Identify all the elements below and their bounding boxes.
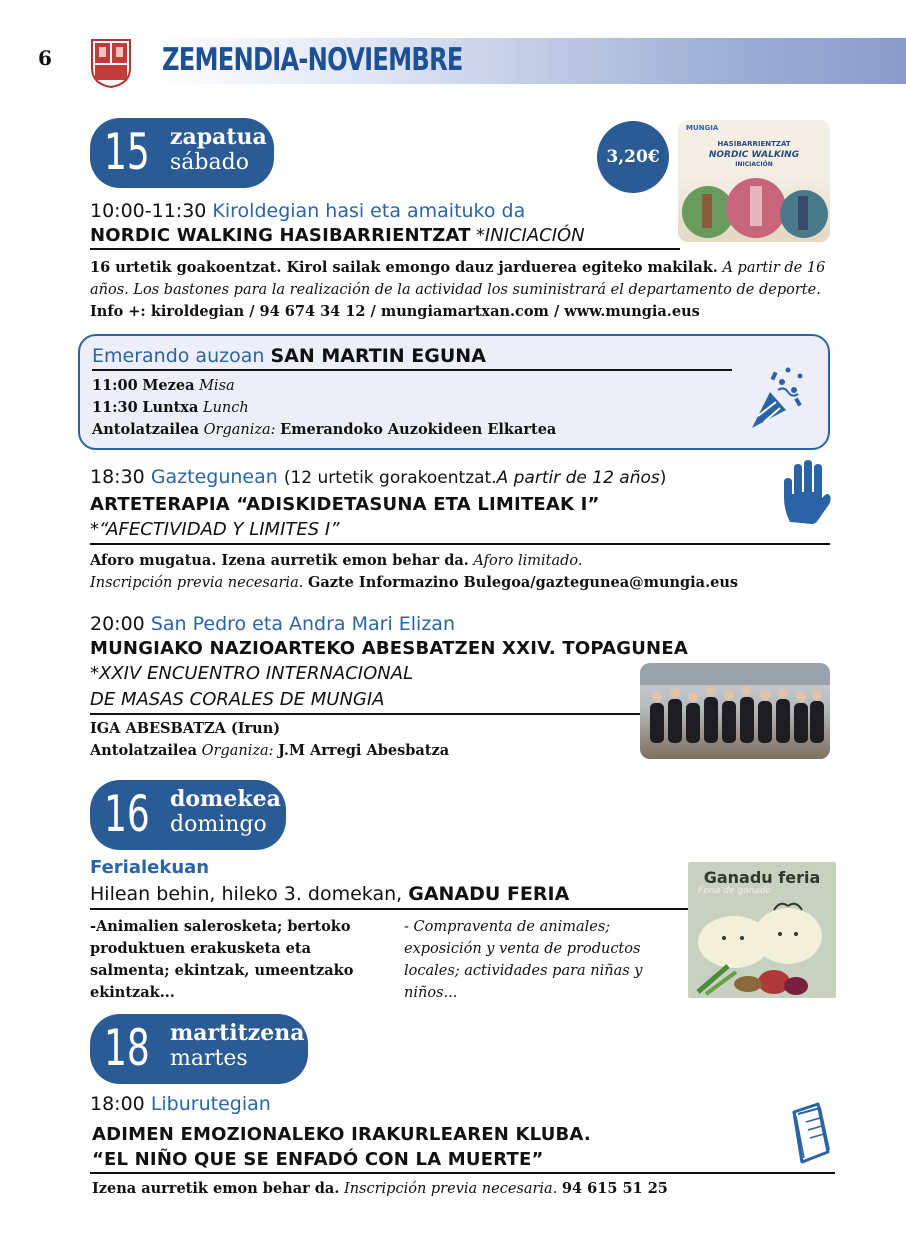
event-subtitle: Hilean behin, hileko 3. domekan, [90, 883, 403, 905]
date-number: 15 [104, 123, 150, 181]
event-time-place [90, 200, 525, 222]
page-number: 6 [38, 46, 52, 70]
divider [92, 369, 732, 371]
divider [90, 543, 830, 545]
event-title-eu: NORDIC WALKING HASIBARRIENTZAT [90, 225, 471, 246]
desc-es-2: años. Los bastones para la realización de la actividad los suministrará el departamento de deporte. [90, 282, 821, 298]
day-name-es: martes [170, 1046, 248, 1071]
date-badge-16 [90, 780, 286, 850]
choir-group-icon [640, 663, 830, 759]
event-time-place [90, 466, 666, 488]
org-es: Organiza: [201, 743, 274, 759]
event-title-es-2: DE MASAS CORALES DE MUNGIA [90, 689, 385, 710]
event-title-eu: ARTETERAPIA “ADISKIDETASUNA ETA LIMITEAK I” [90, 494, 600, 515]
row-eu: Luntxa [142, 399, 199, 416]
date-badge-18 [90, 1014, 308, 1084]
date-badge-15 [90, 118, 274, 188]
event-heading [90, 883, 569, 905]
org-eu: Antolatzailea [92, 421, 200, 438]
row-time: 11:30 [92, 399, 138, 416]
divider [90, 1172, 835, 1174]
event-place: Liburutegian [150, 1093, 271, 1115]
day-name-eu: zapatua [170, 124, 267, 150]
note-eu: Izena aurretik emon behar da. [92, 1180, 340, 1197]
san-martin-heading [92, 345, 486, 367]
poster-line3: INICIACIÓN [735, 161, 773, 168]
desc-es-1: A partir de 16 [722, 260, 826, 276]
date-number: 16 [104, 785, 150, 843]
event-place: San Pedro eta Andra Mari Elizan [150, 613, 455, 635]
row-es: Lunch [202, 400, 249, 416]
nordic-walking-poster [678, 120, 830, 242]
page-title: ZEMENDIA-NOVIEMBRE [162, 42, 463, 78]
raised-hand-icon [778, 460, 832, 530]
event-title-2: “EL NIÑO QUE SE ENFADÓ CON LA MUERTE” [92, 1149, 544, 1170]
event-place: Gaztegunean [150, 466, 278, 488]
age-es: A partir de 12 años [496, 468, 660, 488]
event-time-place [90, 1093, 271, 1115]
list-es: - Compraventa de animales; exposición y venta de productos locales; actividades para niñas y niños... [404, 919, 643, 1001]
poster-subtitle: Feria de ganado [698, 886, 772, 896]
event-time: 20:00 [90, 613, 145, 635]
party-popper-icon [748, 362, 808, 436]
event-place: Ferialekuan [90, 857, 210, 878]
event-time: 10:00-11:30 [90, 200, 207, 222]
municipal-shield-icon [90, 38, 132, 88]
note-es: Inscripción previa necesaria. [90, 575, 304, 591]
event-title-es: *“AFECTIVIDAD Y LIMITES I” [90, 519, 340, 540]
poster-title: Ganadu feria [703, 868, 821, 887]
day-name-eu: domekea [170, 786, 281, 812]
book-icon [788, 1102, 832, 1168]
poster-brand: MUNGIA [686, 124, 719, 132]
event-title: SAN MARTIN EGUNA [270, 345, 486, 367]
date-number: 18 [104, 1019, 150, 1077]
walkers-photo-icon [678, 170, 830, 242]
note-eu: Aforo mugatua. Izena aurretik emon behar da. [90, 552, 469, 569]
event-title [90, 225, 585, 246]
day-name-es: sábado [170, 150, 249, 175]
divider [90, 713, 640, 715]
row-es: Misa [199, 378, 235, 394]
poster-line2: NORDIC WALKING [708, 150, 800, 160]
age-close: ) [659, 468, 667, 488]
note-es: Aforo limitado. [473, 553, 583, 569]
phone: 94 615 51 25 [561, 1180, 668, 1197]
event-place: Kiroldegian hasi eta amaituko da [212, 200, 526, 222]
event-note [90, 550, 738, 594]
event-title: GANADU FERIA [408, 883, 570, 905]
event-description [90, 257, 826, 323]
poster-line1: HASIBARRIENTZAT [717, 140, 791, 148]
price-badge: 3,20€ [597, 121, 669, 193]
age-open: (12 urtetik gorakoentzat. [283, 468, 497, 488]
note-es: Inscripción previa necesaria. [343, 1181, 558, 1197]
choir-name: IGA ABESBATZA (Irun) [90, 720, 281, 737]
event-details [90, 718, 449, 762]
day-name-es: domingo [170, 812, 267, 837]
event-time: 18:30 [90, 466, 145, 488]
ganadu-feria-poster [688, 862, 836, 998]
event-place: Emerando auzoan [92, 345, 265, 367]
event-note [92, 1178, 668, 1200]
divider [90, 908, 688, 910]
cow-sheep-illustration-icon [688, 896, 836, 998]
list-eu: -Animalien salerosketa; bertoko produktuen erakusketa eta salmenta; ekintzak, umeentzako ekintzak... [90, 918, 354, 1001]
row-time: 11:00 [92, 377, 138, 394]
event-time-place [90, 613, 455, 635]
org-name: Emerandoko Auzokideen Elkartea [280, 421, 557, 438]
event-title-es-1: *XXIV ENCUENTRO INTERNACIONAL [90, 663, 414, 684]
day-name-eu: martitzena [170, 1020, 305, 1046]
org-es: Organiza: [203, 422, 276, 438]
org-eu: Antolatzailea [90, 742, 198, 759]
event-time: 18:00 [90, 1093, 145, 1115]
org-name: J.M Arregi Abesbatza [278, 742, 450, 759]
event-title-es: *INICIACIÓN [475, 225, 585, 246]
event-title-1: ADIMEN EMOZIONALEKO IRAKURLEAREN KLUBA. [92, 1124, 591, 1145]
desc-eu: 16 urtetik goakoentzat. Kirol sailak emongo dauz jarduerea egiteko makilak. [90, 259, 718, 276]
san-martin-details [92, 375, 556, 441]
event-title-eu: MUNGIAKO NAZIOARTEKO ABESBATZEN XXIV. TOPAGUNEA [90, 638, 688, 659]
choir-photo [640, 663, 830, 759]
info-line: Info +: kiroldegian / 94 674 34 12 / mungiamartxan.com / www.mungia.eus [90, 303, 700, 320]
divider [90, 248, 680, 250]
row-eu: Mezea [142, 377, 195, 394]
contact: Gazte Informazino Bulegoa/gaztegunea@mungia.eus [307, 574, 739, 591]
